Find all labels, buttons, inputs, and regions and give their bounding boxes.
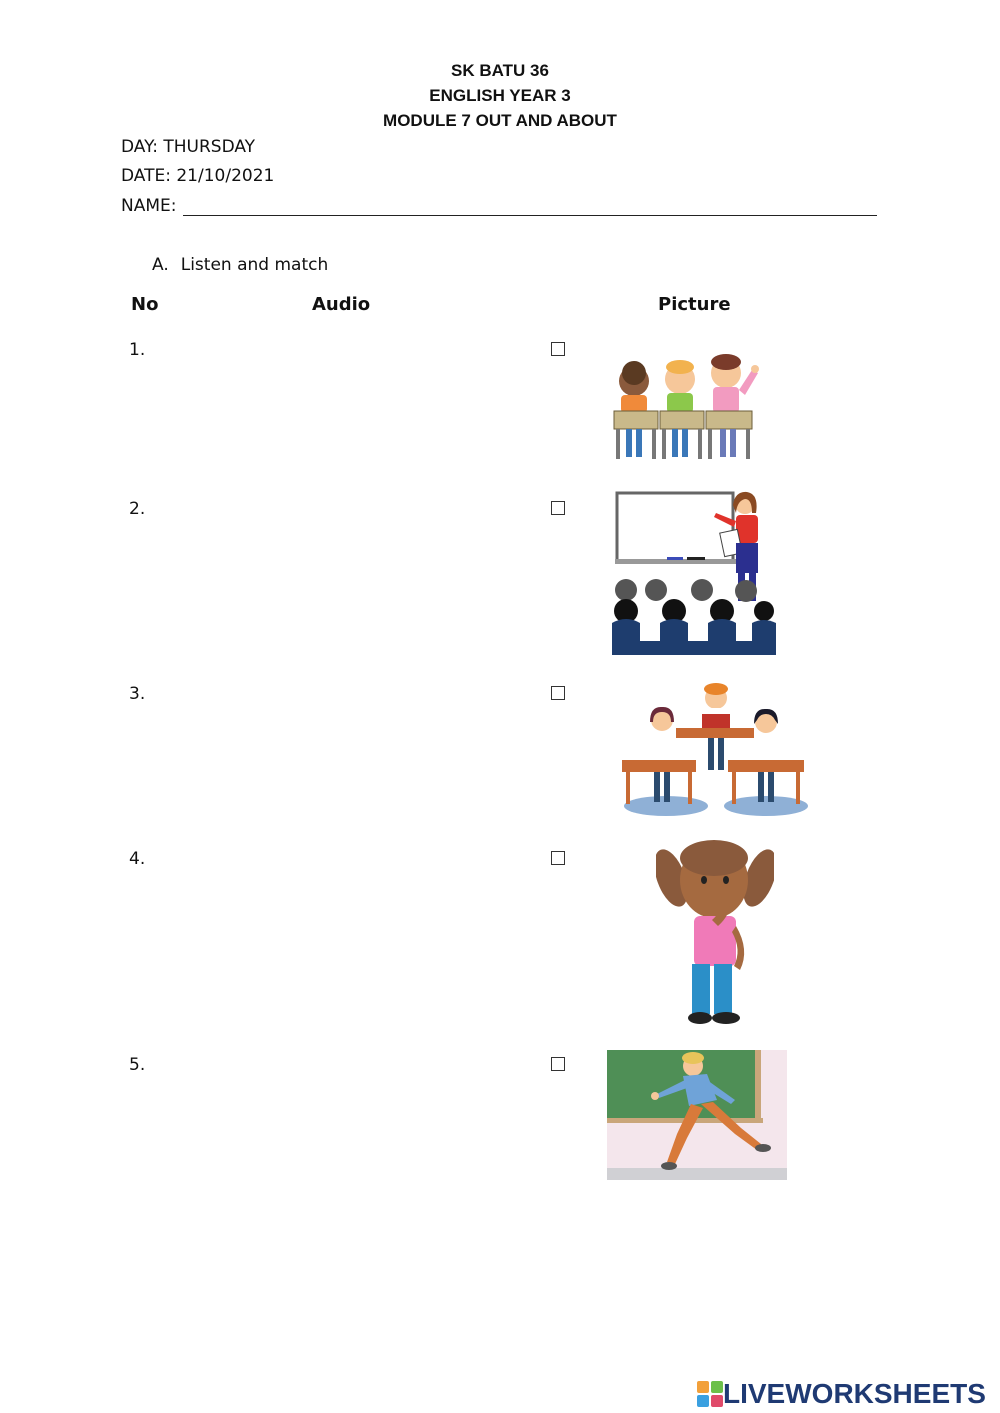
- picture-boy-running: [607, 1050, 787, 1180]
- subject-title: ENGLISH YEAR 3: [429, 86, 571, 105]
- picture-children-at-desks: [612, 345, 764, 461]
- item-number-5: 5.: [129, 1055, 146, 1075]
- picture-girl-touching-nose: [656, 840, 774, 1028]
- picture-teacher-at-whiteboard: [612, 491, 776, 655]
- liveworksheets-logo-text: LIVEWORKSHEETS: [723, 1378, 986, 1409]
- school-name: SK BATU 36: [451, 61, 549, 80]
- name-label: NAME:: [121, 196, 177, 216]
- section-letter: A.: [152, 255, 169, 275]
- column-no: No: [131, 294, 159, 315]
- item-number-2: 2.: [129, 499, 146, 519]
- day-label: DAY: THURSDAY: [121, 137, 256, 157]
- match-checkbox-5[interactable]: [551, 1057, 565, 1071]
- match-checkbox-4[interactable]: [551, 851, 565, 865]
- item-number-3: 3.: [129, 684, 146, 704]
- match-checkbox-1[interactable]: [551, 342, 565, 356]
- match-checkbox-2[interactable]: [551, 501, 565, 515]
- item-number-4: 4.: [129, 849, 146, 869]
- column-audio: Audio: [312, 294, 371, 315]
- section-a: [152, 255, 328, 275]
- liveworksheets-logo-icon: [697, 1381, 723, 1407]
- name-underline[interactable]: [183, 215, 877, 216]
- module-title: MODULE 7 OUT AND ABOUT: [383, 111, 617, 130]
- column-picture: Picture: [658, 294, 731, 315]
- match-checkbox-3[interactable]: [551, 686, 565, 700]
- picture-pupils-reading-at-desks: [616, 680, 812, 820]
- date-label: DATE: 21/10/2021: [121, 166, 275, 186]
- item-number-1: 1.: [129, 340, 146, 360]
- liveworksheets-logo: [697, 1376, 986, 1412]
- section-title: Listen and match: [180, 255, 329, 275]
